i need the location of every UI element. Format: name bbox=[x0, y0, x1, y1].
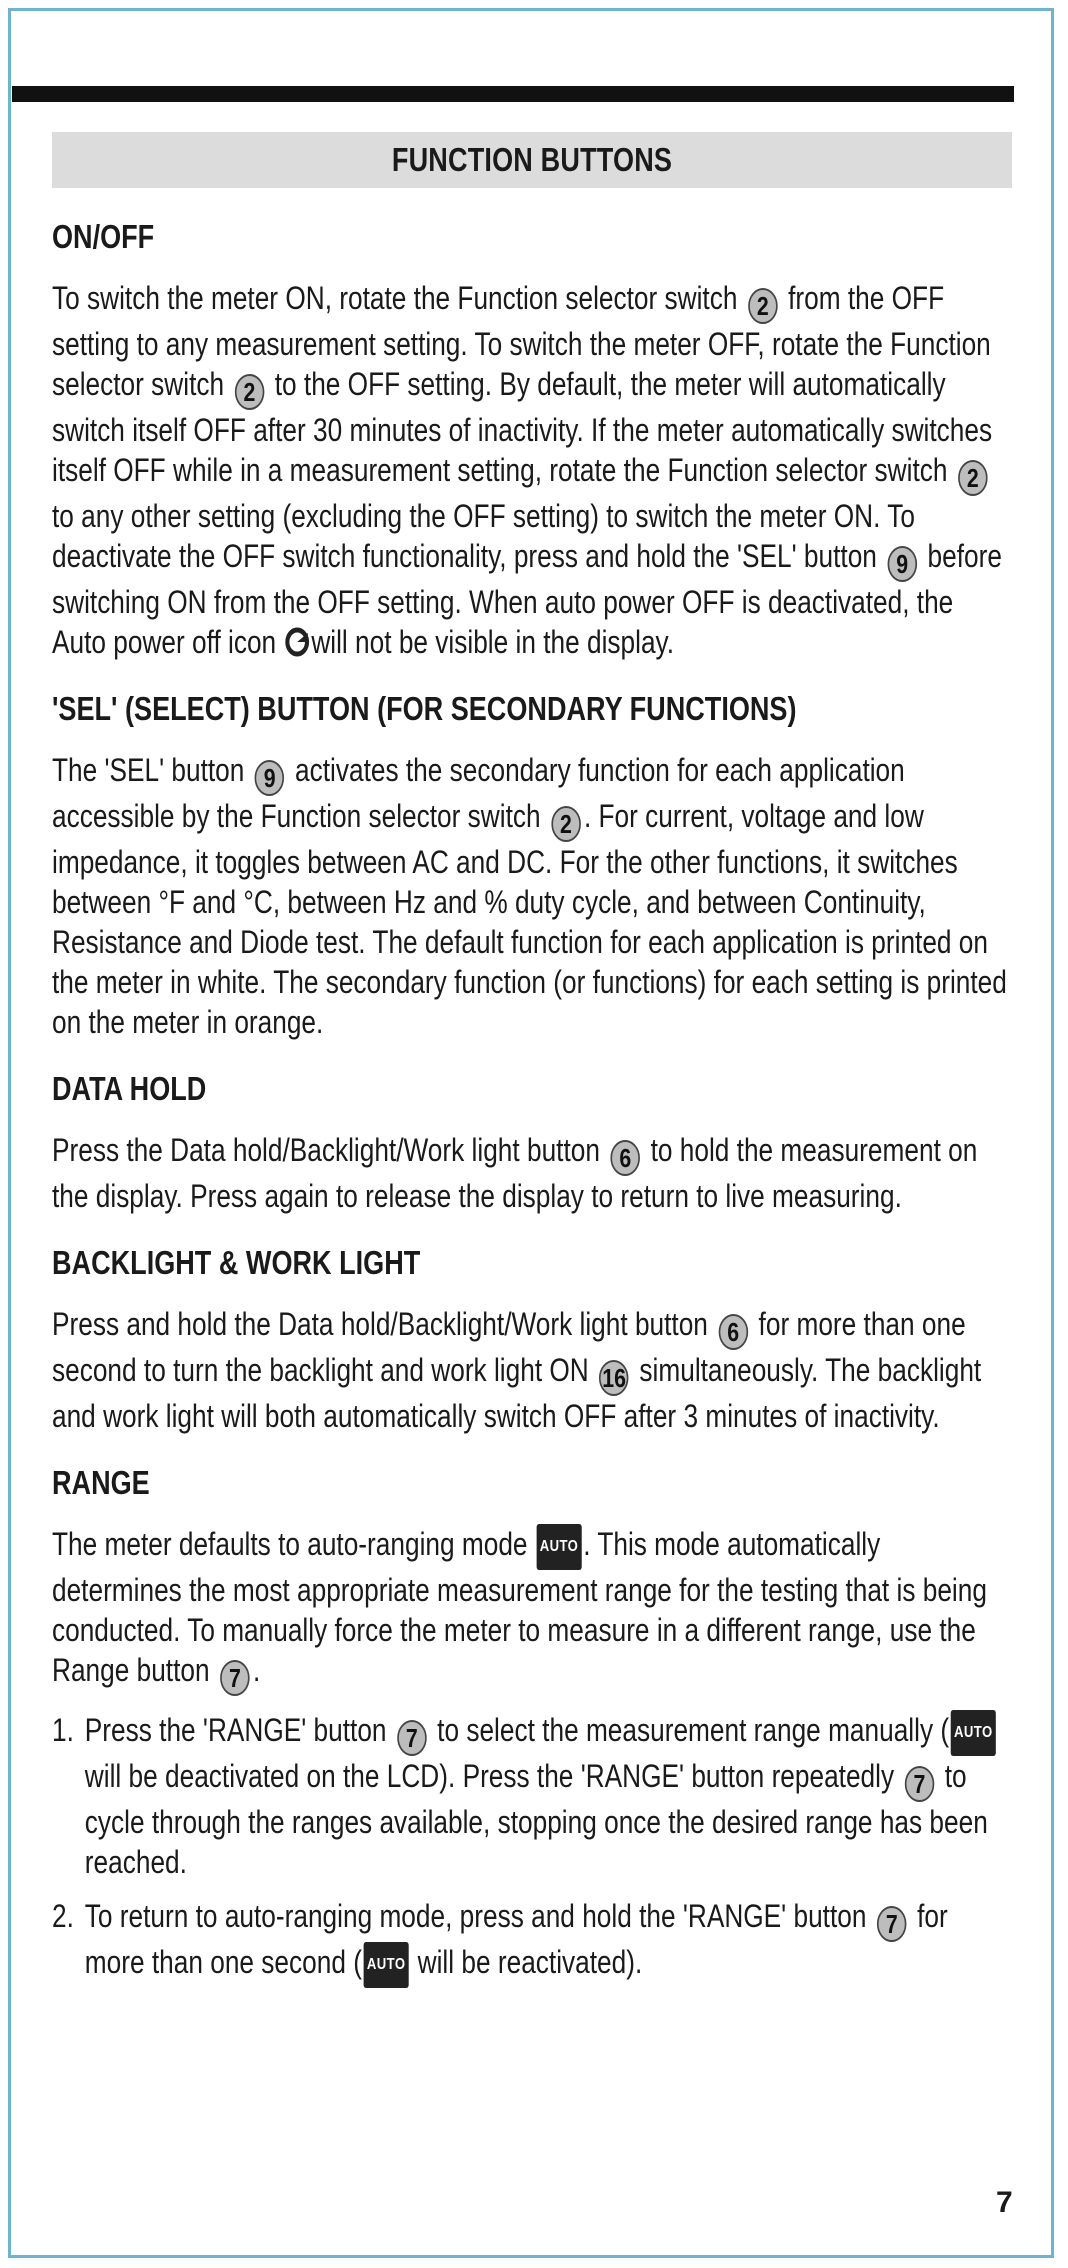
text: will not be visible in the display. bbox=[311, 624, 675, 660]
text: Press the 'RANGE' button bbox=[84, 1712, 387, 1748]
list-number: 2. bbox=[52, 1898, 74, 1934]
ref-sel-button: 9 bbox=[887, 546, 917, 582]
text: . bbox=[252, 1652, 261, 1688]
list-item bbox=[52, 1710, 1011, 1882]
text: to any other setting (excluding the OFF setting) to switch the meter ON. To deactivate the OFF switch functionality, press and hold the 'SEL' button bbox=[52, 498, 915, 574]
list-item-text bbox=[85, 1710, 1012, 1882]
auto-badge: AUTO bbox=[364, 1942, 409, 1988]
paragraph-data-hold bbox=[52, 1130, 1011, 1216]
text: Press the Data hold/Backlight/Work light button bbox=[52, 1132, 600, 1168]
paragraph-backlight bbox=[52, 1304, 1011, 1436]
section-banner bbox=[52, 132, 1012, 188]
text: To switch the meter ON, rotate the Function selector switch bbox=[52, 280, 738, 316]
text: before switching ON from the OFF setting. When auto power OFF is deactivated, the Auto power off icon bbox=[52, 538, 1002, 660]
text: to the OFF setting. By default, the meter will automatically switch itself OFF after 30 minutes of inactivity. If the meter automatically switches itself OFF while in a measurement setting, rotate the Function selector switch bbox=[52, 366, 993, 488]
text: activates the secondary function for each application accessible by the Function selector switch bbox=[52, 752, 905, 834]
text: The 'SEL' button bbox=[52, 752, 245, 788]
text: from the OFF setting to any measurement setting. To switch the meter OFF, rotate the Function selector switch bbox=[52, 280, 991, 402]
text: to cycle through the ranges available, stopping once the desired range has been reached. bbox=[84, 1758, 988, 1880]
auto-badge: AUTO bbox=[951, 1710, 996, 1756]
text: To return to auto-ranging mode, press and hold the 'RANGE' button bbox=[84, 1898, 867, 1934]
ref-selector-switch: 2 bbox=[235, 374, 265, 410]
paragraph-sel bbox=[52, 750, 1011, 1042]
ref-selector-switch: 2 bbox=[748, 288, 778, 324]
text: . This mode automatically determines the most appropriate measurement range for the testing that is being conducted. To manually force the meter to measure in a different range, use the Range button bbox=[52, 1526, 987, 1688]
ref-work-light: 16 bbox=[599, 1360, 629, 1396]
ref-range-button: 7 bbox=[877, 1906, 907, 1942]
list-item bbox=[52, 1896, 1011, 1988]
text: will be deactivated on the LCD). Press the 'RANGE' button repeatedly bbox=[84, 1758, 895, 1794]
text: for more than one second ( bbox=[84, 1898, 948, 1980]
page-number: 7 bbox=[996, 2186, 1013, 2219]
list-item-text bbox=[85, 1896, 1012, 1988]
ref-hold-button: 6 bbox=[718, 1314, 748, 1350]
text: will be reactivated). bbox=[417, 1944, 643, 1980]
ref-range-button: 7 bbox=[220, 1660, 250, 1696]
paragraph-range bbox=[52, 1524, 1011, 1696]
text: to hold the measurement on the display. Press again to release the display to return to live measuring. bbox=[52, 1132, 978, 1214]
heading-data-hold: DATA HOLD bbox=[52, 1070, 207, 1107]
heading-onoff: ON/OFF bbox=[52, 218, 155, 255]
ref-selector-switch: 2 bbox=[958, 460, 988, 496]
heading-sel: 'SEL' (SELECT) BUTTON (FOR SECONDARY FUNCTIONS) bbox=[52, 690, 797, 727]
text: for more than one second to turn the backlight and work light ON bbox=[52, 1306, 966, 1388]
page-content bbox=[52, 132, 1012, 1988]
ref-sel-button: 9 bbox=[255, 760, 285, 796]
paragraph-onoff bbox=[52, 278, 1011, 662]
auto-badge: AUTO bbox=[536, 1524, 581, 1570]
text: . For current, voltage and low impedance, it toggles between AC and DC. For the other functions, it switches between °F and °C, between Hz and % duty cycle, and between Continuity, Resistance and Diode test. The default function for each application is printed on the meter in white. The secondary function (or functions) for each setting is printed on the meter in orange. bbox=[52, 798, 1007, 1040]
text: Press and hold the Data hold/Backlight/Work light button bbox=[52, 1306, 708, 1342]
text: simultaneously. The backlight and work light will both automatically switch OFF after 3 minutes of inactivity. bbox=[52, 1352, 982, 1434]
ref-range-button: 7 bbox=[905, 1766, 935, 1802]
ref-hold-button: 6 bbox=[610, 1140, 640, 1176]
auto-power-off-icon bbox=[285, 627, 310, 657]
text: The meter defaults to auto-ranging mode bbox=[52, 1526, 528, 1562]
ref-selector-switch: 2 bbox=[551, 806, 581, 842]
page-title: FUNCTION BUTTONS bbox=[138, 132, 925, 188]
heading-range: RANGE bbox=[52, 1464, 150, 1501]
top-rule bbox=[12, 86, 1014, 102]
ref-range-button: 7 bbox=[397, 1720, 427, 1756]
text: to select the measurement range manually ( bbox=[437, 1712, 950, 1748]
heading-backlight: BACKLIGHT & WORK LIGHT bbox=[52, 1244, 421, 1281]
list-number: 1. bbox=[52, 1712, 74, 1748]
